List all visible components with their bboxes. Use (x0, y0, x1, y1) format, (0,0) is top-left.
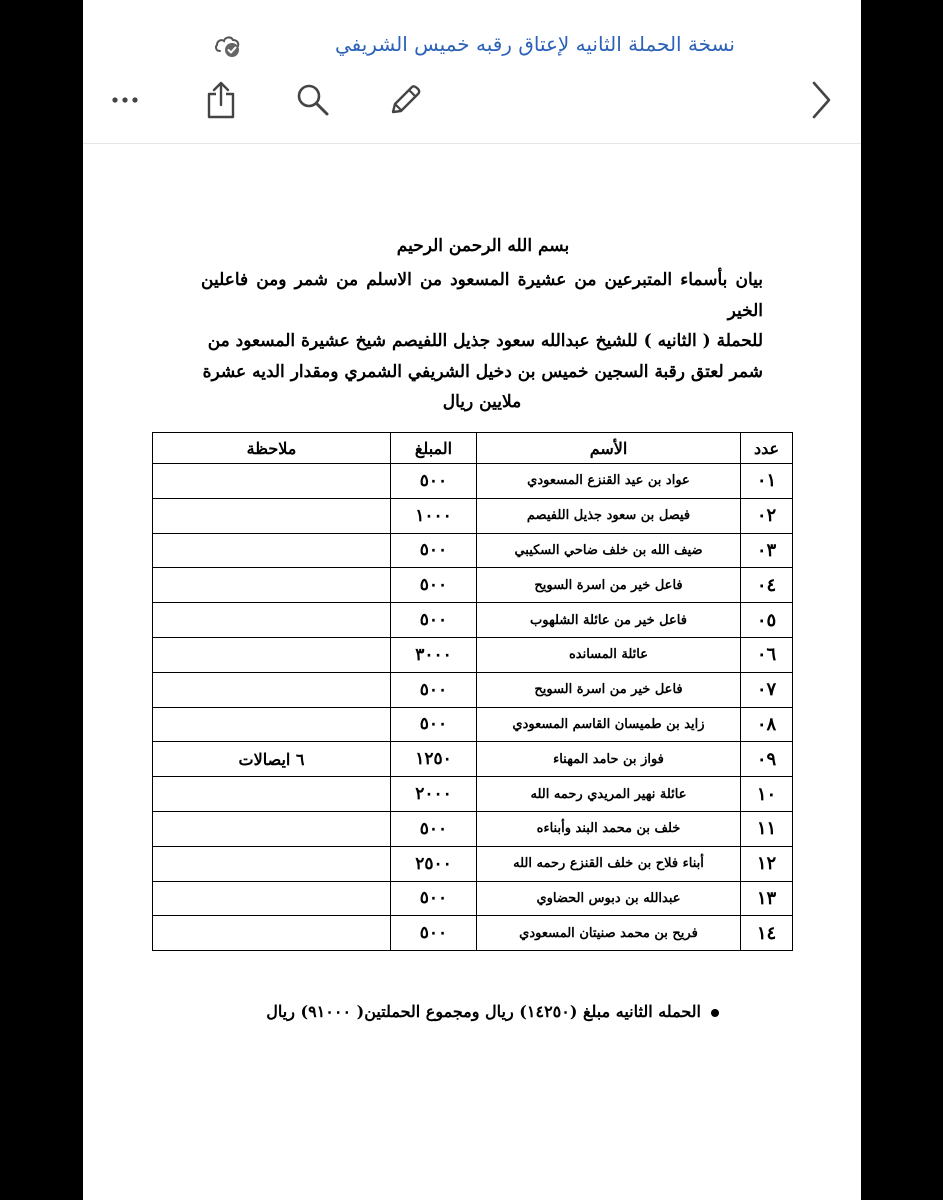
footnote (266, 1002, 719, 1021)
title-row (83, 28, 861, 64)
cell-number: ٠٣ (741, 533, 793, 568)
header-name: الأسم (477, 433, 741, 464)
cell-number: ٠٩ (741, 742, 793, 777)
table-row (153, 777, 793, 812)
header-number: عدد (741, 433, 793, 464)
table-row (153, 707, 793, 742)
cell-note (153, 533, 391, 568)
viewer-toolbar (83, 0, 861, 144)
cell-amount: ٥٠٠ (391, 811, 477, 846)
cell-number: ٠٢ (741, 498, 793, 533)
bullet-icon (711, 1009, 719, 1017)
cell-amount: ٥٠٠ (391, 568, 477, 603)
cell-name: ضيف الله بن خلف ضاحي السكيبي (477, 533, 741, 568)
table-row (153, 498, 793, 533)
toolbar-icons (83, 78, 861, 124)
table-row (153, 672, 793, 707)
cell-number: ٠١ (741, 464, 793, 499)
share-icon[interactable] (199, 78, 243, 122)
cell-number: ٠٤ (741, 568, 793, 603)
cell-name: فاعل خير من عائلة الشلهوب (477, 603, 741, 638)
footnote-text: الحمله الثانيه مبلغ (١٤٢٥٠) ريال ومجموع الحملتين( ٩١٠٠٠) ريال (266, 1002, 701, 1021)
chevron-right-icon[interactable] (799, 78, 843, 122)
cell-note (153, 846, 391, 881)
table-row (153, 811, 793, 846)
intro-line: بيان بأسماء المتبرعين من عشيرة المسعود من الاسلم من شمر ومن فاعلين الخير (201, 270, 763, 321)
cell-amount: ٥٠٠ (391, 881, 477, 916)
pencil-icon[interactable] (383, 78, 427, 122)
cell-name: عواد بن عيد القنزع المسعودي (477, 464, 741, 499)
cell-number: ٠٧ (741, 672, 793, 707)
cell-number: ٠٨ (741, 707, 793, 742)
cell-note (153, 881, 391, 916)
cell-name: زايد بن طميسان القاسم المسعودي (477, 707, 741, 742)
ellipsis-icon[interactable] (103, 78, 147, 122)
cell-note (153, 707, 391, 742)
cell-note: ٦ ايصالات (153, 742, 391, 777)
cell-amount: ١٢٥٠ (391, 742, 477, 777)
cell-number: ١٤ (741, 916, 793, 951)
table-row (153, 637, 793, 672)
document-title[interactable]: نسخة الحملة الثانيه لإعتاق رقبه خميس الشريفي (334, 32, 735, 56)
cell-note (153, 464, 391, 499)
intro-line: للحملة ( الثانيه ) للشيخ عبدالله سعود جذيل اللفيصم شيخ عشيرة المسعود من (207, 331, 763, 351)
table-row (153, 881, 793, 916)
intro-paragraph (201, 265, 763, 418)
cell-number: ١٣ (741, 881, 793, 916)
cell-note (153, 637, 391, 672)
cell-number: ٠٥ (741, 603, 793, 638)
cell-amount: ٣٠٠٠ (391, 637, 477, 672)
cell-note (153, 498, 391, 533)
cell-amount: ٥٠٠ (391, 672, 477, 707)
table-header-row (153, 433, 793, 464)
table-row (153, 916, 793, 951)
cell-number: ١١ (741, 811, 793, 846)
cell-name: عبدالله بن دبوس الحضاوي (477, 881, 741, 916)
table-row (153, 568, 793, 603)
cell-name: فريح بن محمد صنيتان المسعودي (477, 916, 741, 951)
table-row (153, 533, 793, 568)
cell-name: فاعل خير من اسرة السويح (477, 672, 741, 707)
search-icon[interactable] (291, 78, 335, 122)
header-amount: المبلغ (391, 433, 477, 464)
cell-amount: ٥٠٠ (391, 916, 477, 951)
cell-number: ١٠ (741, 777, 793, 812)
cell-amount: ١٠٠٠ (391, 498, 477, 533)
document-viewer (83, 0, 861, 1200)
cell-note (153, 603, 391, 638)
cell-amount: ٥٠٠ (391, 603, 477, 638)
cell-note (153, 568, 391, 603)
cell-name: خلف بن محمد البند وأبناءه (477, 811, 741, 846)
cell-note (153, 811, 391, 846)
cell-note (153, 672, 391, 707)
cell-name: فواز بن حامد المهناء (477, 742, 741, 777)
cell-number: ١٢ (741, 846, 793, 881)
intro-line: شمر لعتق رقبة السجين خميس بن دخيل الشريفي الشمري ومقدار الديه عشرة (202, 361, 763, 382)
cell-name: فيصل بن سعود جذيل اللفيصم (477, 498, 741, 533)
table-row (153, 846, 793, 881)
cell-amount: ٥٠٠ (391, 464, 477, 499)
cell-number: ٠٦ (741, 637, 793, 672)
cell-amount: ٥٠٠ (391, 707, 477, 742)
cell-name: عائلة نهير المريدي رحمه الله (477, 777, 741, 812)
cloud-check-icon[interactable] (213, 30, 243, 60)
basmala: بسم الله الرحمن الرحيم (396, 236, 570, 256)
cell-name: فاعل خير من اسرة السويح (477, 568, 741, 603)
intro-line: ملايين ريال (442, 392, 522, 412)
table-row (153, 742, 793, 777)
cell-amount: ٢٥٠٠ (391, 846, 477, 881)
cell-note (153, 777, 391, 812)
cell-amount: ٥٠٠ (391, 533, 477, 568)
header-note: ملاحظة (153, 433, 391, 464)
cell-amount: ٢٠٠٠ (391, 777, 477, 812)
donors-table (152, 432, 793, 951)
cell-note (153, 916, 391, 951)
table-row (153, 464, 793, 499)
cell-name: أبناء فلاح بن خلف القنزع رحمه الله (477, 846, 741, 881)
cell-name: عائلة المسانده (477, 637, 741, 672)
table-row (153, 603, 793, 638)
